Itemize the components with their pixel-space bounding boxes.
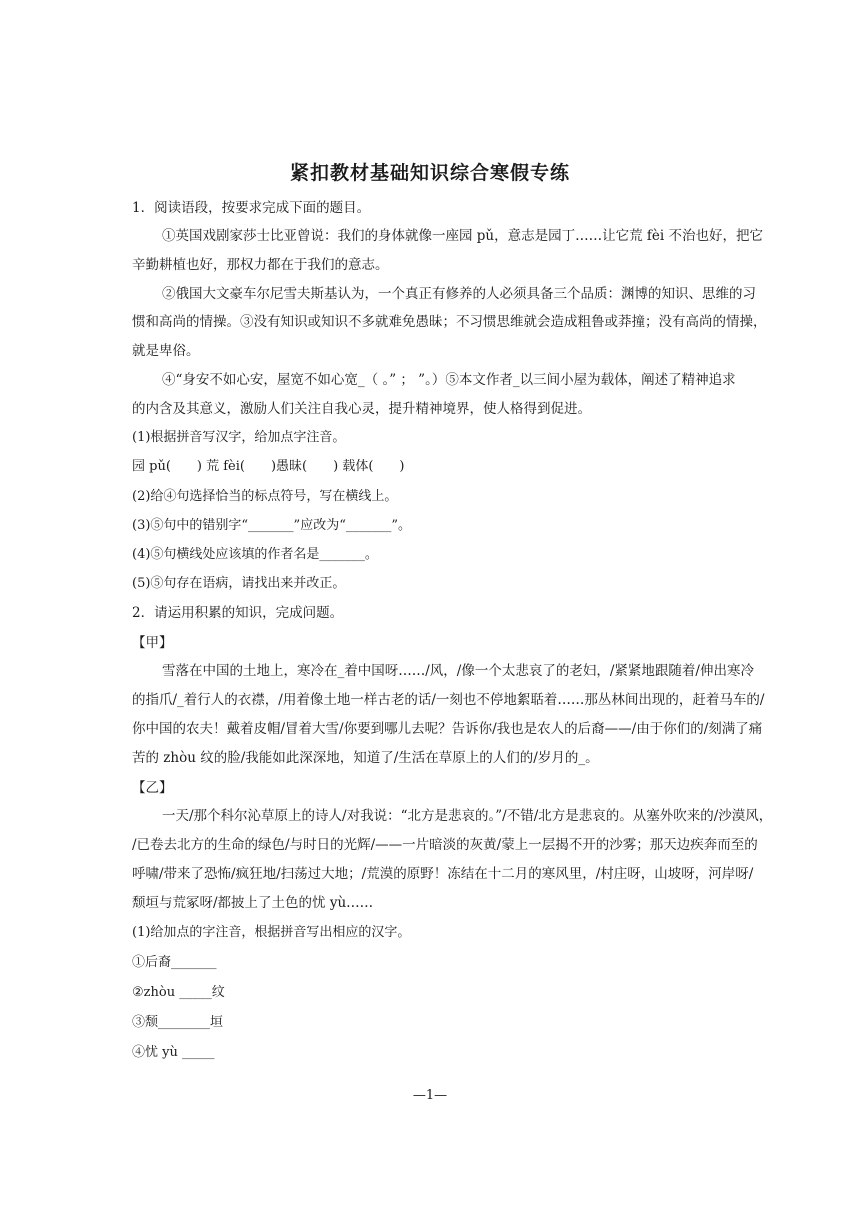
q2-item-3: ③颓________垣	[132, 1015, 224, 1030]
q2-item-4: ④忧 yù _____	[132, 1045, 215, 1060]
page-title: 紧扣教材基础知识综合寒假专练	[289, 162, 570, 184]
q2-yi-line-4: 颓垣与荒冢呀/都披上了土色的忧 yù……	[132, 895, 374, 911]
q1-paragraph-2-line-3: 就是卑俗。	[132, 343, 200, 359]
q2-jia-line-3: 你中国的农夫！戴着皮帽/冒着大雪/你要到哪儿去呢？告诉你/我也是农人的后裔——/由于你们的/刻满了痛	[132, 721, 763, 737]
q1-sub-question-2: (2)给④句选择恰当的标点符号，写在横线上。	[132, 489, 398, 504]
q2-jia-line-1: 雪落在中国的土地上，寒冷在_着中国呀……/风，/像一个太悲哀了的老妇，/紧紧地跟随着/伸出寒冷	[162, 663, 754, 679]
q1-sub-question-5: (5)⑤句存在语病，请找出来并改正。	[132, 576, 346, 591]
q2-yi-line-3: 呼啸/带来了恐怖/疯狂地/扫荡过大地；/荒漠的原野！冻结在十二月的寒风里，/村庄呀，山坡呀，河岸呀/	[132, 866, 754, 882]
page-number: —1—	[412, 1088, 448, 1103]
q1-paragraph-1-line-1: ①英国戏剧家莎士比亚曾说：我们的身体就像一座园 pǔ，意志是园丁……让它荒 fèi 不治也好，把它	[162, 228, 764, 244]
q1-sub-question-1-blanks: 园 pǔ( ) 荒 fèi( )愚昧( ) 载体( )	[132, 459, 405, 474]
q1-paragraph-2-line-2: 惯和高尚的情操。③没有知识或知识不多就难免愚昧；不习惯思维就会造成粗鲁或莽撞；没有高尚的情操，	[132, 314, 767, 330]
q2-sub-question-1: (1)给加点的字注音，根据拼音写出相应的汉字。	[132, 925, 411, 940]
q2-heading: 2．请运用积累的知识，完成问题。	[132, 605, 344, 621]
q2-yi-line-1: 一天/那个科尔沁草原上的诗人/对我说：“北方是悲哀的。”/不错/北方是悲哀的。从塞外吹来的/沙漠风，	[162, 808, 773, 824]
q1-paragraph-1-line-2: 辛勤耕植也好，那权力都在于我们的意志。	[132, 257, 389, 273]
q2-jia-label: 【甲】	[132, 635, 173, 651]
q2-yi-line-2: /已卷去北方的生命的绿色/与时日的光辉/——一片暗淡的灰黄/蒙上一层揭不开的沙雾；那天边疾奔而至的	[132, 837, 758, 853]
q1-sub-question-3: (3)⑤句中的错别字“_______”应改为“_______”。	[132, 518, 411, 533]
q1-paragraph-3-line-1: ④“身安不如心安，屋宽不如心宽_（ 。” ； ”。）⑤本文作者_以三间小屋为载体，阐述了精神追求	[162, 372, 736, 388]
q2-jia-line-4: 苦的 zhòu 纹的脸/我能如此深深地，知道了/生活在草原上的人们的/岁月的_。	[132, 750, 599, 766]
q1-paragraph-2-line-1: ②俄国大文豪车尔尼雪夫斯基认为，一个真正有修养的人必须具备三个品质：渊博的知识、思维的习	[162, 286, 756, 302]
q1-sub-question-4: (4)⑤句横线处应该填的作者名是_______。	[132, 547, 378, 562]
q2-yi-label: 【乙】	[132, 780, 173, 796]
q1-sub-question-1: (1)根据拼音写汉字，给加点字注音。	[132, 430, 346, 445]
q1-paragraph-3-line-2: 的内含及其意义，激励人们关注自我心灵，提升精神境界，使人格得到促进。	[132, 401, 591, 417]
q2-jia-line-2: 的指爪/_着行人的衣襟，/用着像土地一样古老的话/一刻也不停地絮聒着……那丛林间出现的，赶着马车的/	[132, 692, 765, 708]
q2-item-1: ①后裔_______	[132, 955, 217, 970]
q1-heading: 1．阅读语段，按要求完成下面的题目。	[132, 200, 371, 216]
q2-item-2: ②zhòu _____纹	[132, 985, 225, 1000]
